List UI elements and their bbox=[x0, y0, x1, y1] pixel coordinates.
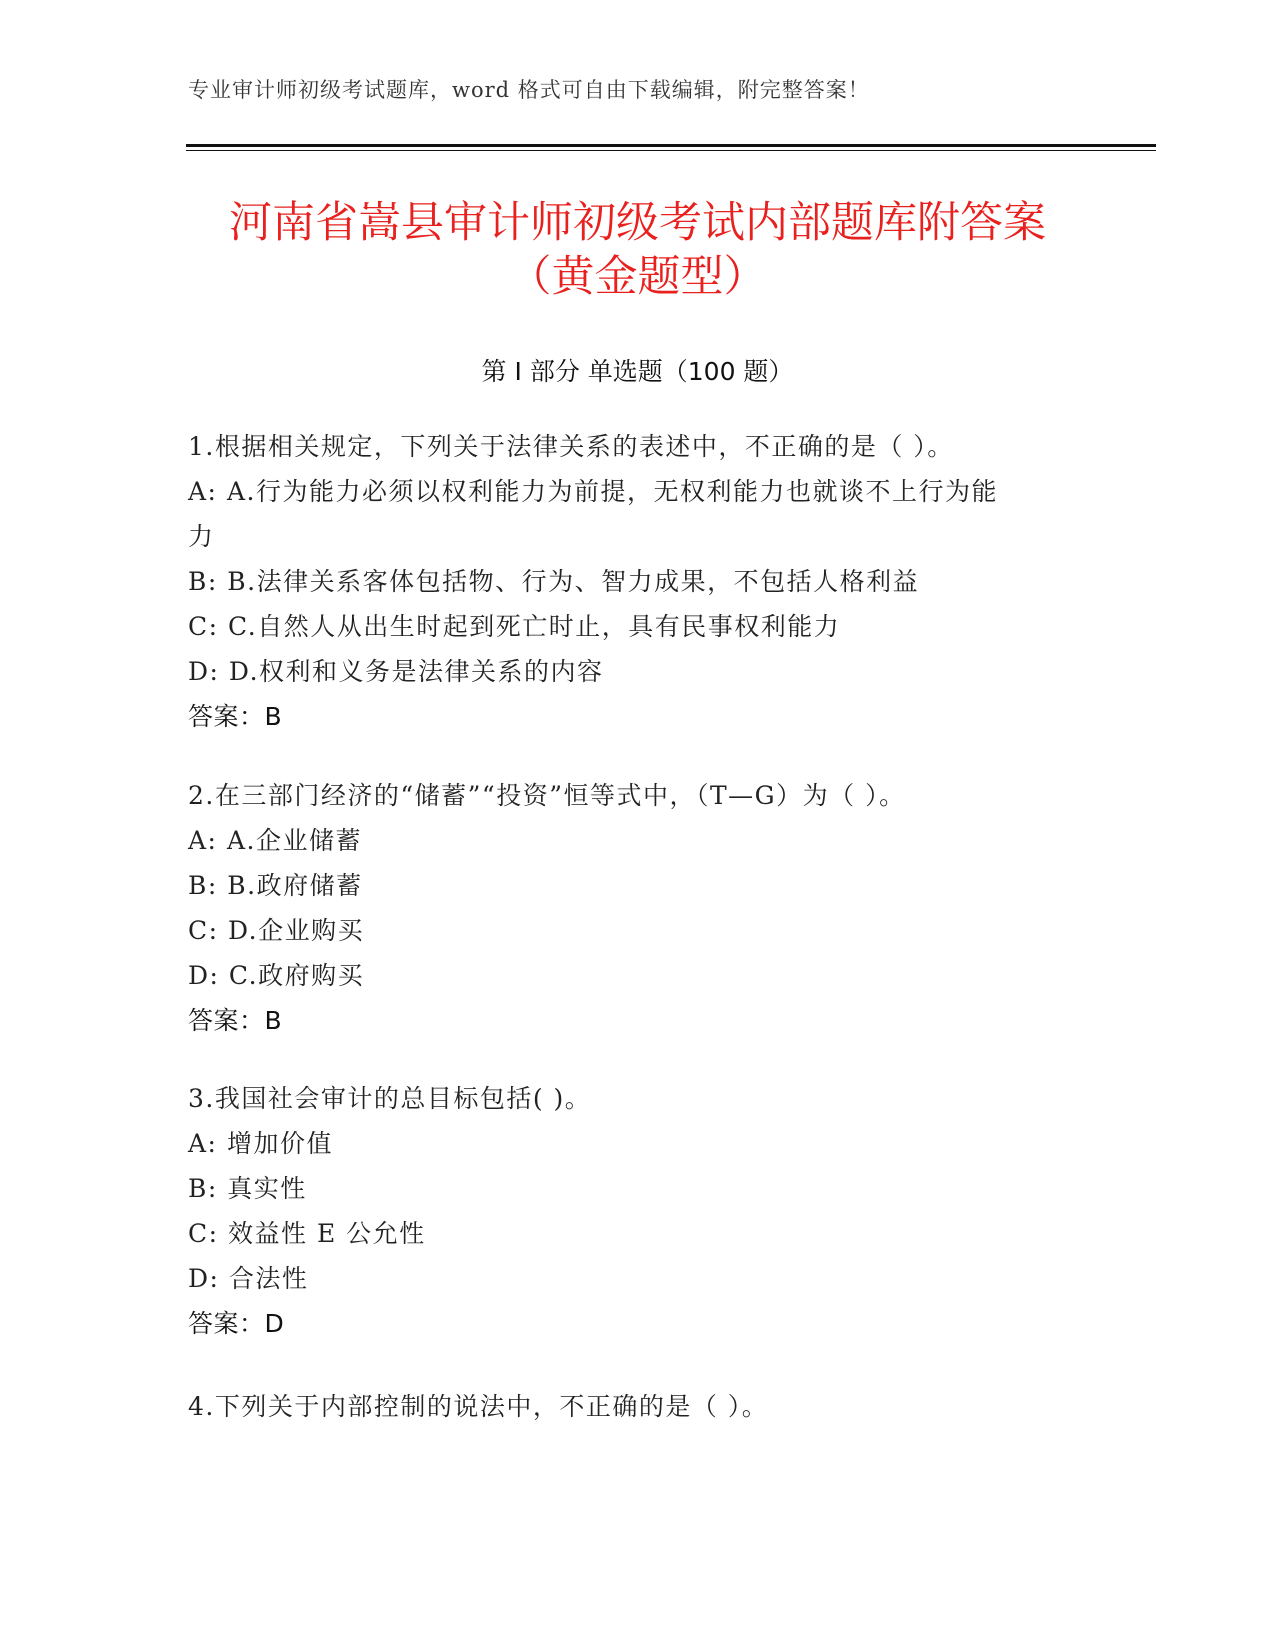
section-heading: 第 I 部分 单选题（100 题） bbox=[481, 357, 794, 386]
answer-label: 答案： bbox=[188, 702, 265, 731]
option-d: D: 合法性 bbox=[188, 1264, 309, 1293]
question-4 bbox=[188, 1384, 1088, 1429]
answer-value: D bbox=[264, 1309, 285, 1338]
option-b: B: B.法律关系客体包括物、行为、智力成果，不包括人格利益 bbox=[188, 567, 920, 596]
question-stem: 4.下列关于内部控制的说法中，不正确的是（ ）。 bbox=[188, 1392, 769, 1421]
answer-label: 答案： bbox=[188, 1006, 265, 1035]
answer-value: B bbox=[264, 702, 283, 731]
option-c: C: C.自然人从出生时起到死亡时止，具有民事权利能力 bbox=[188, 612, 841, 641]
question-stem: 1.根据相关规定，下列关于法律关系的表述中，不正确的是（ ）。 bbox=[188, 432, 954, 461]
option-c: C: 效益性 E 公允性 bbox=[188, 1219, 426, 1248]
answer-line bbox=[188, 1301, 1088, 1346]
document-title bbox=[100, 196, 1175, 304]
question-2 bbox=[188, 773, 1088, 1043]
title-line-2: （黄金题型） bbox=[508, 252, 767, 302]
header-rule-thin bbox=[186, 150, 1156, 151]
question-stem: 2.在三部门经济的“储蓄”“投资”恒等式中，（T—G）为（ ）。 bbox=[188, 781, 906, 810]
header-rule-thick bbox=[186, 144, 1156, 147]
option-a: A: 增加价值 bbox=[188, 1129, 333, 1158]
option-a: A: A.企业储蓄 bbox=[188, 826, 362, 855]
option-d: D: C.政府购买 bbox=[188, 961, 365, 990]
header-note: 专业审计师初级考试题库，word 格式可自由下载编辑，附完整答案！ bbox=[188, 78, 870, 102]
title-line-1: 河南省嵩县审计师初级考试内部题库附答案 bbox=[229, 198, 1046, 248]
option-b: B: 真实性 bbox=[188, 1174, 307, 1203]
answer-line bbox=[188, 998, 1088, 1043]
option-a-continued: 力 bbox=[188, 522, 215, 551]
option-d: D: D.权利和义务是法律关系的内容 bbox=[188, 657, 604, 686]
question-3 bbox=[188, 1076, 1088, 1346]
question-stem: 3.我国社会审计的总目标包括( )。 bbox=[188, 1084, 592, 1113]
option-b: B: B.政府储蓄 bbox=[188, 871, 363, 900]
answer-value: B bbox=[264, 1006, 283, 1035]
answer-label: 答案： bbox=[188, 1309, 265, 1338]
question-1 bbox=[188, 424, 1088, 739]
option-c: C: D.企业购买 bbox=[188, 916, 365, 945]
answer-line bbox=[188, 694, 1088, 739]
option-a: A: A.行为能力必须以权利能力为前提，无权利能力也就谈不上行为能 bbox=[188, 477, 998, 506]
